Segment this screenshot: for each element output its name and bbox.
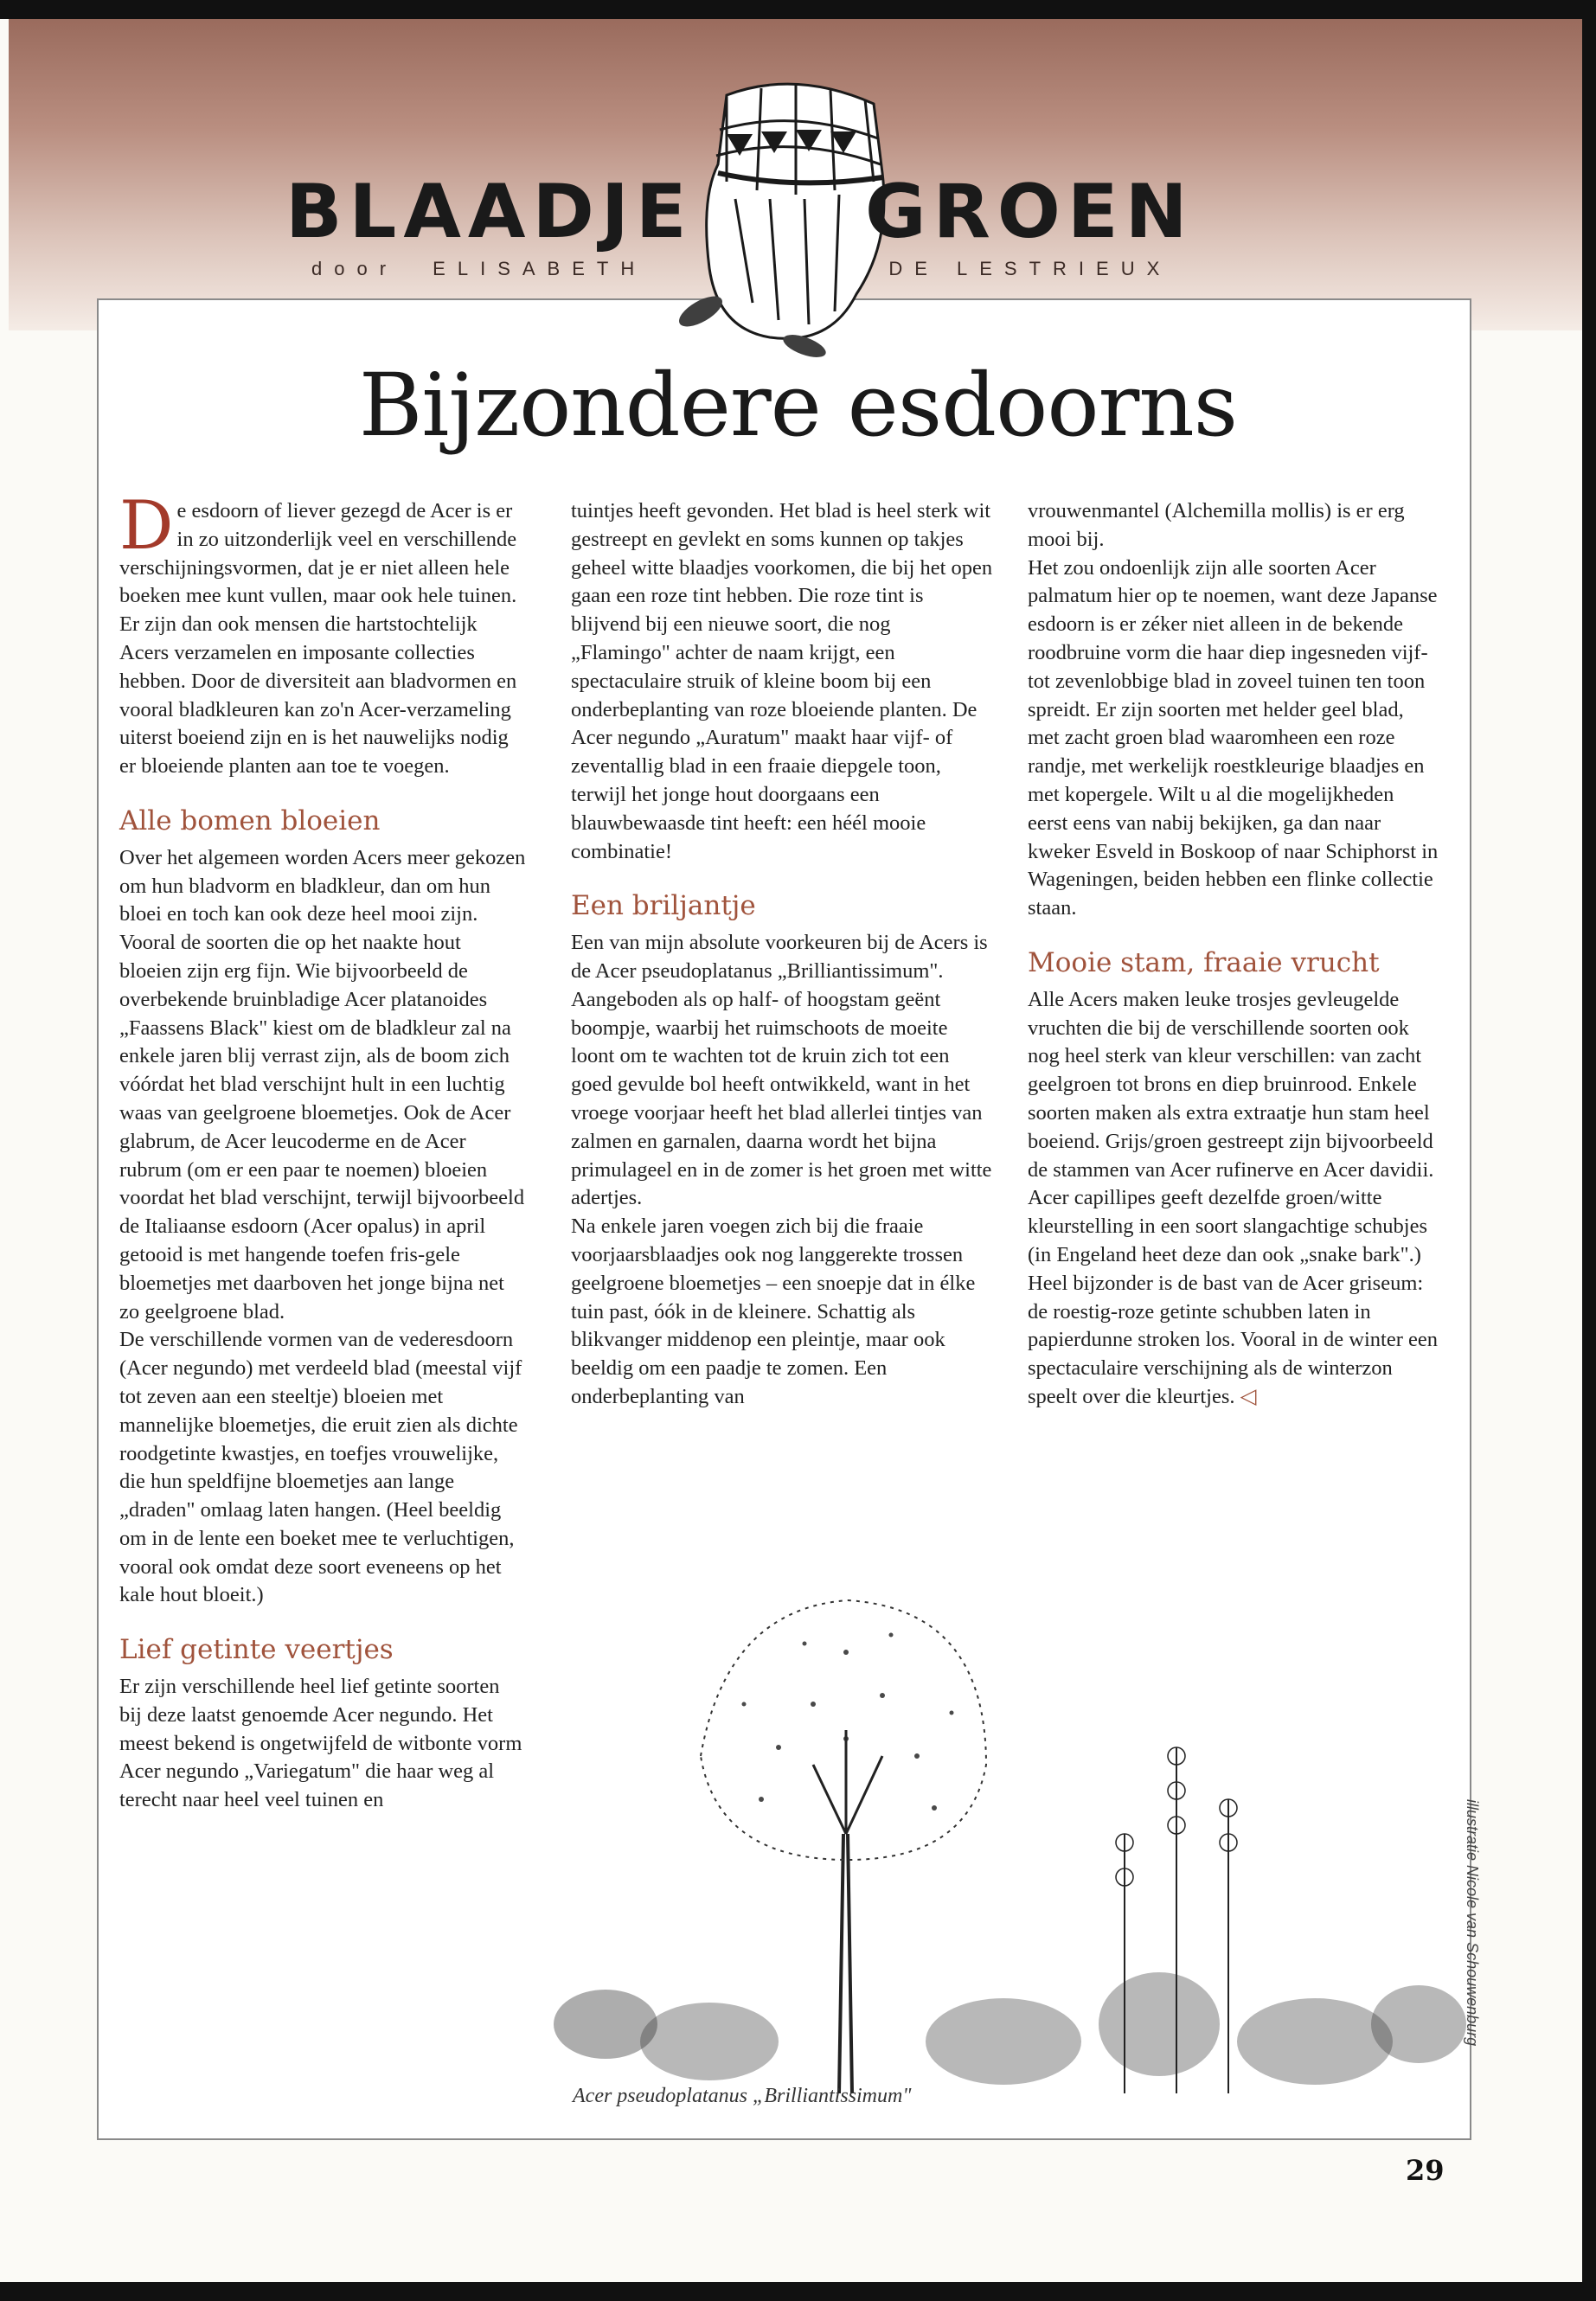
subhead-een-briljantje: Een briljantje [571,890,756,922]
paragraph: tuintjes heeft gevonden. Het blad is heel sterk wit gestreept en gevlekt en soms kunnen op takjes geheel witte blaadjes voorkomen, die bij het open gaan een roze tint hebben. Die roze tint is blijvend bij een nieuwe soort, die nog „Flamingo" achter de naam krijgt, een spectaculaire struik of kleine boom bij een onderbeplanting van roze bloeiende planten. De Acer negundo „Auratum" maakt haar vijf- of zeventallig blad in een fraaie diepgele toon, terwijl het jonge hout doorgaans een blauwbewaasde tint heeft: een héél mooie combinatie! [571,499,993,863]
paragraph: Een van mijn absolute voorkeuren bij de Acers is de Acer pseudoplatanus „Brilliantissimum". Aangeboden als op half- of hoogstam geënt boompje, waarbij het ruimschoots de moeite loont om te wachten tot de kruin zich tot een goed gevulde bol heeft ontwikkeld, want in het vroege voorjaar heeft het blad allerlei tintjes van zalmen en garnalen, daarna wordt het bijna primulageel en in de zomer is het groen met witte adertjes. [571,931,992,1210]
intro-paragraph [119,487,526,781]
byline [311,258,1171,280]
scan-border-bottom [0,2282,1596,2301]
paragraph: Over het algemeen worden Acers meer gekozen om hun bladvorm en bladkleur, dan om hun bloei en toch kan ook deze heel mooi zijn. Vooral de soorten die op het naakte hout bloeien zijn erg fijn. Wie bijvoorbeeld de overbekende bruinbladige Acer platanoides „Faassens Black" kiest om de bladkleur zal na enkele jaren blij verrast zijn, als de boom zich vóórdat het blad verschijnt hult in een luchtig waas van geelgroene bloemetjes. Ook de Acer glabrum, de Acer leucoderme en de Acer rubrum (om er een paar te noemen) bloeien voordat het blad verschijnt, terwijl bijvoorbeeld de Italiaanse esdoorn (Acer opalus) in april getooid is met hangende toefen fris-gele bloemetjes met daarboven het jonge bijna net zo geelgroene blad. [119,845,526,1324]
column-3 [1028,497,1439,1412]
subhead-lief-getinte-veertjes: Lief getinte veertjes [119,1634,394,1666]
paragraph-text: Heel bijzonder is de bast van de Acer griseum: de roestig-roze getinte schubben laten in papierdunne stroken los. Vooral in de winter een spectaculaire verschijning als de winterzon speelt over die kleurtjes. [1028,1271,1439,1408]
end-mark-icon: ◁ [1240,1384,1257,1408]
byline-first-name: ELISABETH [433,258,647,279]
article-title: Bijzondere esdoorns [358,355,1238,456]
column-2 [571,497,995,1412]
page-number: 29 [1406,2154,1445,2187]
paragraph [1028,1270,1439,1412]
illustration-credit: illustratie Nicole van Schouwenburg [1464,1799,1481,2047]
paragraph: Na enkele jaren voegen zich bij die fraaie voorjaarsblaadjes ook nog langgerekte trossen geelgroene bloemetjes – een snoepje dat in élke tuin past, óók in de kleinere. Schattig als blikvanger middenop een pleintje, maar ook beeldig om een paadje te zomen. Een onderbeplanting van [571,1215,976,1408]
masthead-left: BLAADJE [285,169,694,255]
dropcap: D [119,487,174,565]
illustration-caption: Acer pseudoplatanus „Brilliantissimum" [573,2085,912,2107]
paragraph: De verschillende vormen van de vederesdoorn (Acer negundo) met verdeeld blad (meestal vijf tot zeven aan een steeltje) bloeien met mannelijke bloemetjes, die eruit zien als dichte roodgetinte kwastjes, en toefjes vrouwelijke, die hun speldfijne bloemetjes aan lange „draden" omlaag laten hangen. (Heel beeldig om in de lente een boeket mee te verluchtigen, vooral ook omdat deze soort eveneens op het kale hout bloeit.) [119,1328,522,1607]
tree-garden-illustration [554,1574,1471,2093]
intro-text: e esdoorn of liever gezegd de Acer is er in zo uitzonderlijk veel en verschillende verschijningsvormen, dat je er niet alleen hele boeken mee kunt vullen, maar ook hele tuinen. Er zijn dan ook mensen die hartstochtelijk Acers verzamelen en imposante collecties hebben. Door de diversiteit aan bladvormen en vooral bladkleuren kan zo'n Acer-verzameling uiterst boeiend zijn en is het nauwelijks nodig er bloeiende planten aan toe te voegen. [119,499,517,779]
paragraph: Alle Acers maken leuke trosjes gevleugelde vruchten die bij de verschillende soorten ook nog heel sterk van kleur verschillen: van zacht geelgroen tot brons en diep bruinrood. Enkele soorten maken als extra extraatje hun stam heel boeiend. Grijs/groen gestreept zijn bijvoorbeeld de stammen van Acer rufinerve en Acer davidii. Acer capillipes geeft dezelfde groen/witte kleurstelling in een soort slangachtige schubjes (in Engeland heet deze dan ook „snake bark".) [1028,987,1434,1266]
paragraph: vrouwenmantel (Alchemilla mollis) is er erg mooi bij. [1028,499,1405,551]
masthead-right: GROEN [865,169,1195,255]
byline-last-name: DE LESTRIEUX [888,258,1172,279]
scan-border-right [1582,0,1596,2301]
subhead-mooie-stam: Mooie stam, fraaie vrucht [1028,946,1380,978]
paragraph: Er zijn verschillende heel lief getinte soorten bij deze laatst genoemde Acer negundo. Het meest bekend is ongetwijfeld de witbonte vorm Acer negundo „Variegatum" die haar weg al terecht naar heel veel tuinen en [119,1675,522,1812]
subhead-alle-bomen-bloeien: Alle bomen bloeien [119,804,381,836]
column-1 [119,487,526,1815]
paragraph: Het zou ondoenlijk zijn alle soorten Acer palmatum hier op te noemen, want deze Japanse esdoorn is er zéker niet alleen in de bekende roodbruine vorm die haar diep ingesneden vijf- tot zevenlobbige blad in zoveel tuinen ten toon spreidt. Er zijn soorten met helder geel blad, met zacht groen blad waaromheen een roze randje, met werkelijk roestkleurige blaadjes en met kopergele. Wilt u al die mogelijkheden eerst eens van nabij bekijken, ga dan naar kweker Esveld in Boskoop of naar Schiphorst in Wageningen, beiden hebben een flinke collectie staan. [1028,555,1439,920]
scan-border-top [0,0,1596,19]
byline-prefix: door [311,258,399,279]
